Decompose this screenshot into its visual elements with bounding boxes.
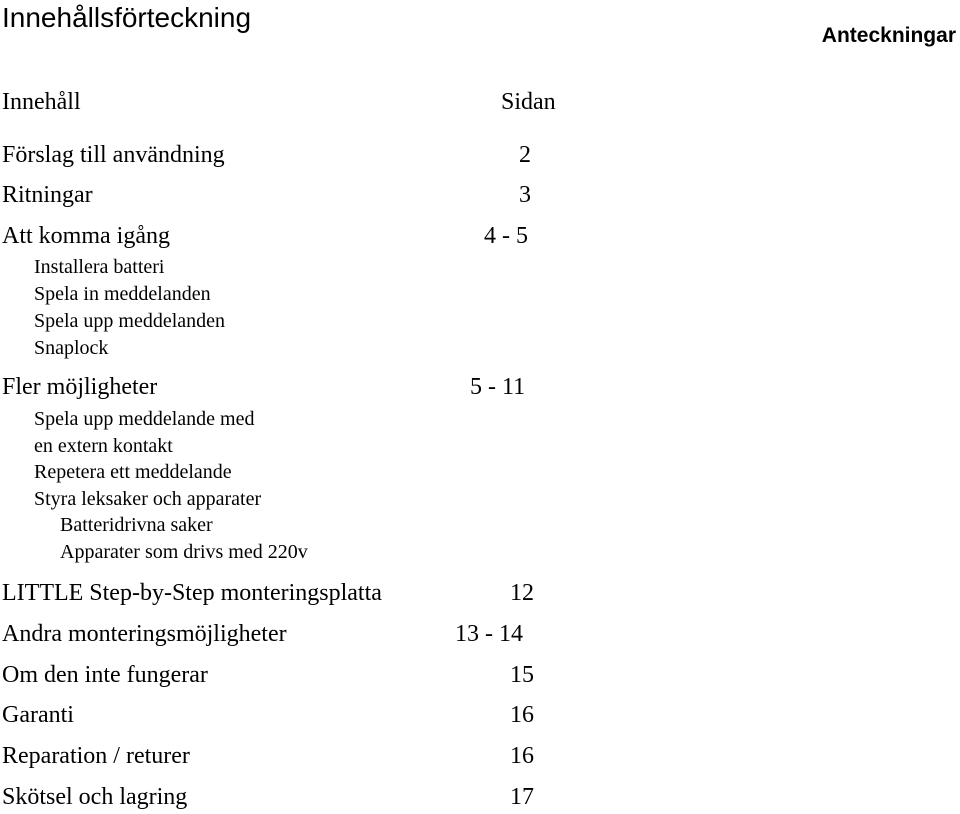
toc-header-page: Sidan [501, 89, 556, 115]
toc-entry-page: 3 [519, 182, 531, 208]
toc-entry-page: 15 [510, 662, 534, 688]
toc-entry-page: 4 - 5 [484, 223, 528, 249]
toc-entry-page: 17 [510, 784, 534, 810]
toc-entry-label: Skötsel och lagring [2, 784, 188, 810]
toc-entry-page: 13 - 14 [455, 621, 523, 647]
toc-entry-page: 12 [510, 580, 534, 606]
toc-subentry: Snaplock [34, 337, 109, 359]
page-title: Innehållsförteckning [2, 2, 252, 33]
toc-subentry: Repetera ett meddelande [34, 461, 232, 483]
toc-entry-label: Fler möjligheter [2, 374, 158, 400]
toc-entry-label: LITTLE Step-by-Step monteringsplatta [2, 580, 382, 606]
toc-entry-label: Att komma igång [2, 223, 170, 249]
toc-header-content: Innehåll [2, 89, 81, 115]
toc-entry-label: Ritningar [2, 182, 93, 208]
toc-entry-page: 16 [510, 743, 534, 769]
toc-entry-label: Andra monteringsmöjligheter [2, 621, 287, 647]
toc-subentry: Spela upp meddelande med [34, 408, 255, 430]
toc-subentry: Installera batteri [34, 256, 165, 278]
toc-entry-label: Förslag till användning [2, 142, 225, 168]
toc-subentry: en extern kontakt [34, 435, 173, 457]
toc-subentry: Styra leksaker och apparater [34, 488, 262, 510]
toc-entry-label: Garanti [2, 702, 74, 728]
toc-entry-page: 5 - 11 [470, 374, 526, 400]
toc-entry-page: 16 [510, 702, 534, 728]
notes-heading: Anteckningar [821, 24, 956, 47]
toc-subsubentry: Batteridrivna saker [60, 514, 213, 536]
toc-subsubentry: Apparater som drivs med 220v [60, 541, 308, 563]
toc-entry-label: Reparation / returer [2, 743, 190, 769]
toc-entry-label: Om den inte fungerar [2, 662, 208, 688]
toc-subentry: Spela upp meddelanden [34, 310, 226, 332]
toc-entry-page: 2 [519, 142, 531, 168]
toc-subentry: Spela in meddelanden [34, 283, 211, 305]
